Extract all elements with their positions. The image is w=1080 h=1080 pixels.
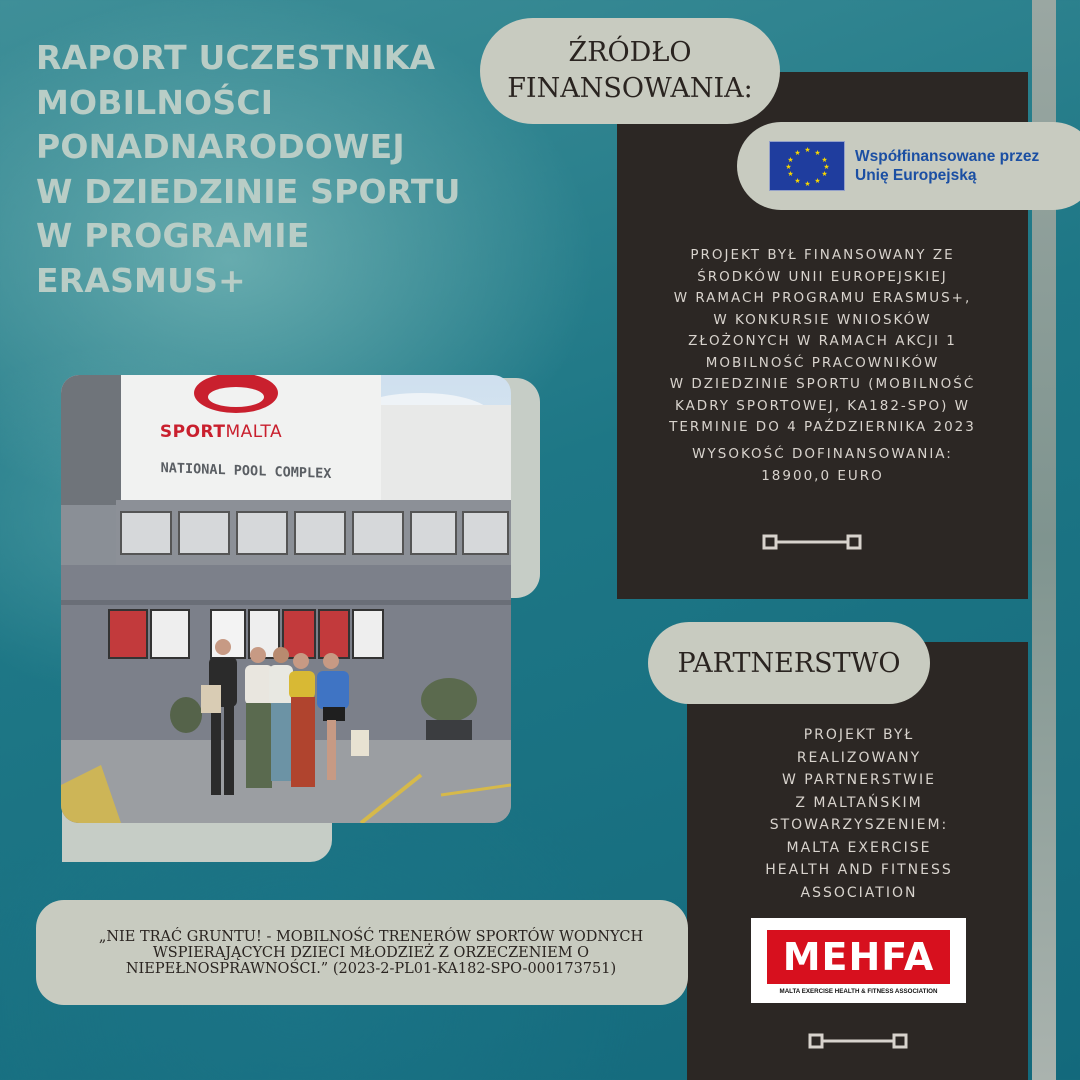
mehfa-logo bbox=[751, 918, 966, 1003]
mehfa-logo-wordmark: MEHFA bbox=[767, 930, 950, 984]
eu-label: Współfinansowane przez Unię Europejską bbox=[855, 148, 1040, 184]
eu-cofunding-badge bbox=[737, 122, 1080, 210]
group-photo bbox=[61, 375, 511, 823]
funding-amount: WYSOKOŚĆ DOFINANSOWANIA: 18900,0 EURO bbox=[692, 446, 953, 484]
page-title: RAPORT UCZESTNIKA MOBILNOŚCI PONADNARODOWEJ W DZIEDZINIE SPORTU W PROGRAMIE ERASMUS+ bbox=[36, 38, 461, 300]
project-title-quote: „NIE TRAĆ GRUNTU! - MOBILNOŚĆ TRENERÓW SPORTÓW WODNYCH WSPIERAJĄCYCH DZIECI MŁODZIEŻ Z ORZECZENIEM O NIEPEŁNOSPRAWNOŚCI.” (2023-2-PL01-KA182-SPO-000173751) bbox=[36, 900, 688, 1005]
connector-icon-bottom bbox=[808, 1033, 908, 1049]
funding-description: PROJEKT BYŁ FINANSOWANY ZE ŚRODKÓW UNII EUROPEJSKIEJ W RAMACH PROGRAMU ERASMUS+, W KONKURSIE WNIOSKÓW ZŁOŻONYCH W RAMACH AKCJI 1 MOBILNOŚĆ PRACOWNIKÓW W DZIEDZINIE SPORTU (MOBILNOŚĆ KADRY SPORTOWEJ, KA182-SPO) W TERMINIE DO 4 PAŹDZIERNIKA 2023 bbox=[669, 247, 976, 435]
eu-flag-icon: ★ ★ ★ ★ ★ ★ ★ ★ ★ ★ ★ ★ bbox=[769, 141, 845, 191]
partnership-heading: PARTNERSTWO bbox=[648, 622, 930, 704]
connector-icon bbox=[762, 534, 862, 550]
funding-heading: ŹRÓDŁO FINANSOWANIA: bbox=[480, 18, 780, 124]
partnership-description: PROJEKT BYŁ REALIZOWANY W PARTNERSTWIE Z MALTAŃSKIM STOWARZYSZENIEM: MALTA EXERCISE HEALTH AND FITNESS ASSOCIATION bbox=[765, 727, 953, 901]
mehfa-logo-subtext: MALTA EXERCISE HEALTH & FITNESS ASSOCIATION bbox=[779, 988, 938, 995]
sign-brand: SPORTMALTA bbox=[159, 422, 283, 442]
photo-illustration bbox=[61, 375, 511, 823]
sign-name: NATIONAL POOL COMPLEX bbox=[160, 460, 332, 482]
